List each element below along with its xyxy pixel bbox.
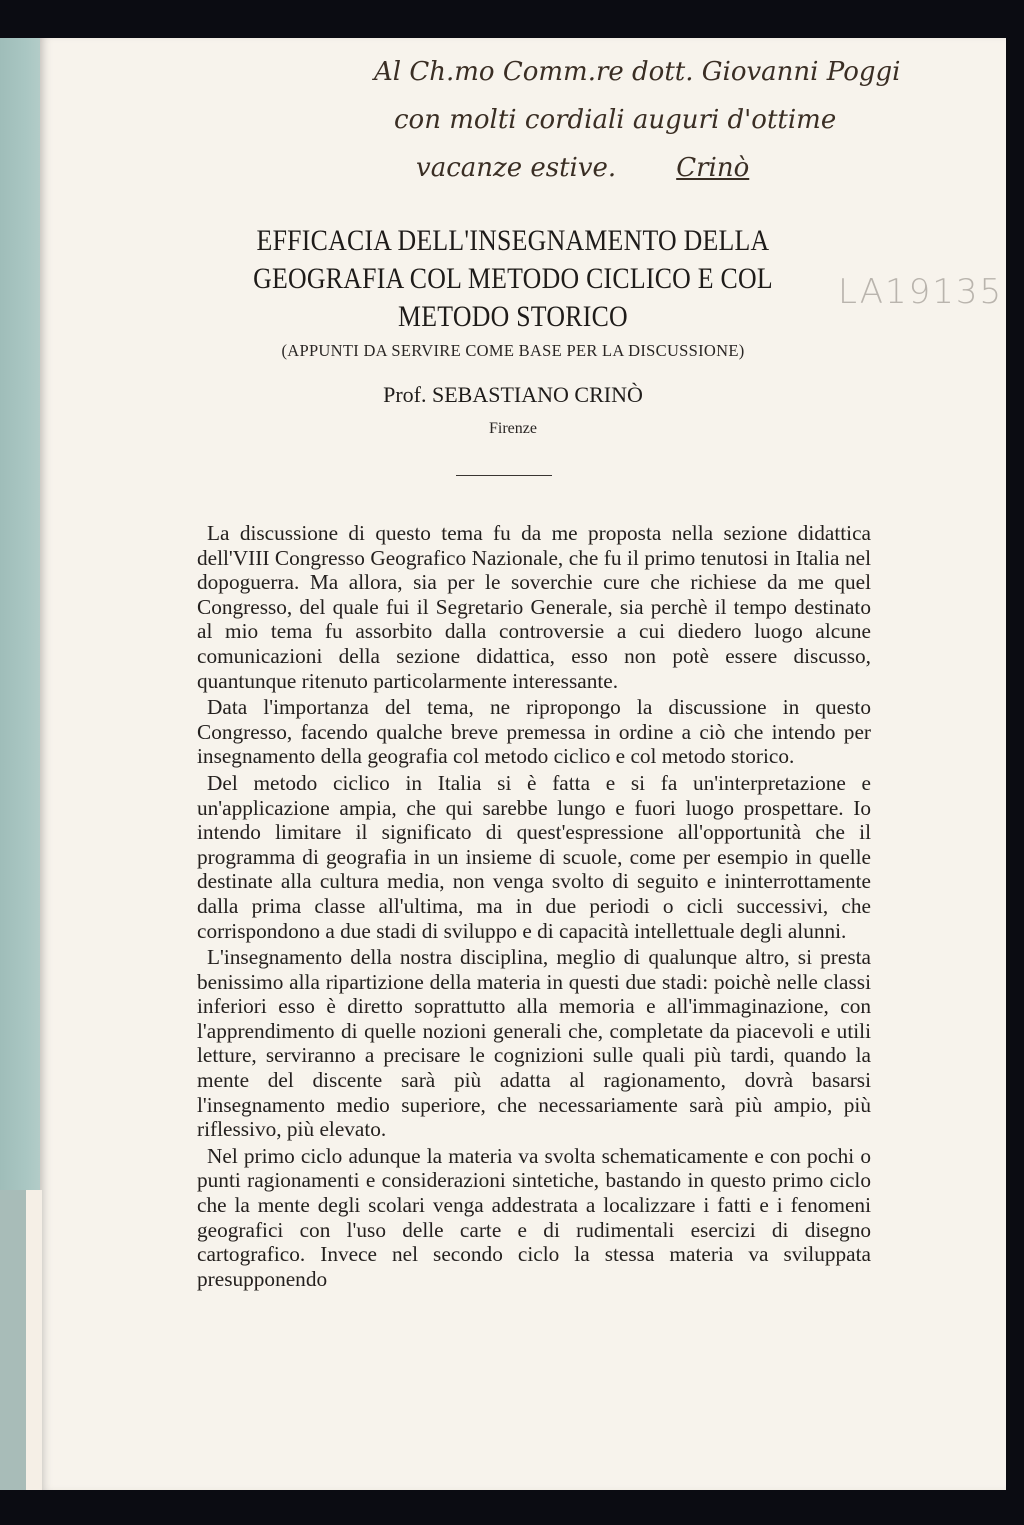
archive-code: LA19135 — [838, 272, 1004, 312]
title-line-3: METODO STORICO — [398, 300, 628, 333]
title-line-1: EFFICACIA DELL'INSEGNAMENTO DELLA — [256, 224, 770, 257]
book-cover-edge-lower — [0, 1190, 26, 1490]
book-cover-edge — [0, 38, 42, 1190]
document-title — [190, 222, 836, 336]
document-subtitle: (APPUNTI DA SERVIRE COME BASE PER LA DISCUSSIONE) — [281, 341, 745, 360]
page-edge — [26, 1190, 42, 1490]
dedication-line-3 — [360, 144, 970, 192]
author-name: Prof. SEBASTIANO CRINÒ — [383, 382, 643, 407]
paragraph-1: La discussione di questo tema fu da me proposta nella sezione didattica dell'VIII Congresso Geografico Nazionale, che fu il primo tenutosi in Italia nel dopoguerra. Ma allora, sia per le soverchie cure che richiese da me quel Congresso, del quale fui il Segretario Generale, sia perchè il tempo destinato al mio tema fu assorbito dalla controversie a cui diedero luogo alcune comunicazioni della sezione didattica, esso non potè essere discusso, quantunque ritenuto particolarmente interessante. — [197, 521, 871, 693]
handwritten-dedication — [360, 48, 970, 192]
paragraph-5: Nel primo ciclo adunque la materia va svolta schematicamente e con pochi o punti ragionamenti e considerazioni sintetiche, bastando in questo primo ciclo che la mente degli scolari venga addestrata a localizzare i fatti e i fenomeni geografici con l'uso delle carte e di rudimentali esercizi di disegno cartografico. Invece nel secondo ciclo la stessa materia va sviluppata presupponendo — [197, 1143, 871, 1291]
title-line-2: GEOGRAFIA COL METODO CICLICO E COL — [253, 262, 773, 295]
author-location: Firenze — [489, 420, 537, 437]
paragraph-2: Data l'importanza del tema, ne ripropongo la discussione in questo Congresso, facendo qualche breve premessa in ordine a ciò che intendo per insegnamento della geografia col metodo ciclico e col metodo storico. — [197, 695, 871, 769]
section-divider — [456, 475, 552, 476]
dedication-line-1: Al Ch.mo Comm.re dott. Giovanni Poggi — [374, 57, 901, 87]
body-text — [197, 521, 871, 1291]
paragraph-4: L'insegnamento della nostra disciplina, meglio di qualunque altro, si presta benissimo alla ripartizione della materia in questi due stadi: poichè nelle classi inferiori esso è diretto soprattutto alla memoria e all'immaginazione, con l'apprendimento di quelle nozioni generali che, completate da piacevoli e utili letture, serviranno a precisare le cognizioni sulle quali più tardi, quando la mente del discente sarà più adatta al ragionamento, dovrà basarsi l'insegnamento medio superiore, che necessariamente sarà più ampio, più riflessivo, più elevato. — [197, 945, 871, 1142]
signature: Crinò — [676, 153, 750, 183]
dedication-closing: vacanze estive. — [416, 153, 617, 183]
paragraph-3: Del metodo ciclico in Italia si è fatta e si fa un'interpretazione e un'applicazione ampia, che qui sarebbe lungo e fuori luogo prospettare. Io intendo limitare il significato di quest'espressione all'opportunità che il programma di geografia in un insieme di scuole, come per esempio in quelle destinate alla cultura media, non venga svolto di seguito e ininterrottamente dalla prima classe all'ultima, ma in due periodi o cicli successivi, che corrispondono a due stadi di sviluppo e di capacità intellettuale degli alunni. — [197, 770, 871, 943]
dedication-line-2: con molti cordiali auguri d'ottime — [394, 105, 837, 135]
